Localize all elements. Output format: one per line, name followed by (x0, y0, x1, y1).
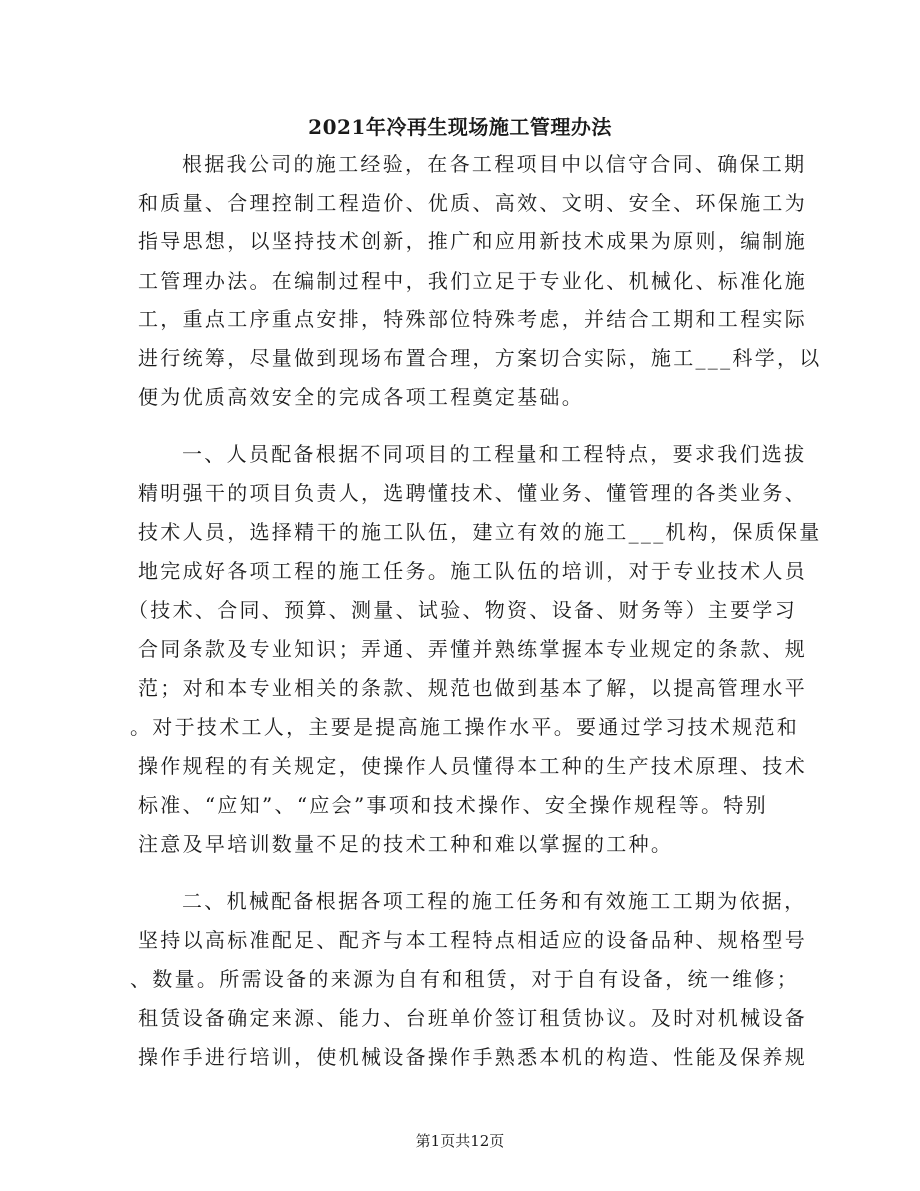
body-line: （技术、合同、预算、测量、试验、物资、设备、财务等）主要学习 (128, 598, 797, 622)
body-line: 根据我公司的施工经验，在各工程项目中以信守合同、确保工期 (182, 152, 807, 176)
body-line: 便为优质高效安全的完成各项工程奠定基础。 (138, 385, 584, 409)
body-line: 一、人员配备根据不同项目的工程量和工程特点，要求我们选拔 (182, 442, 807, 466)
body-line: 指导思想，以坚持技术创新，推广和应用新技术成果为原则，编制施 (138, 229, 807, 253)
document-title: 2021年冷再生现场施工管理办法 (308, 115, 612, 139)
body-line: 标准、“应知”、“应会”事项和技术操作、安全操作规程等。特别 (138, 793, 768, 817)
body-line: 租赁设备确定来源、能力、台班单价签订租赁协议。及时对机械设备 (138, 1006, 807, 1030)
body-line: 和质量、合理控制工程造价、优质、高效、文明、安全、环保施工为 (138, 191, 807, 215)
body-line: 二、机械配备根据各项工程的施工任务和有效施工工期为依据， (182, 889, 807, 913)
body-line: 坚持以高标准配足、配齐与本工程特点相适应的设备品种、规格型号 (138, 928, 807, 952)
body-line: 地完成好各项工程的施工任务。施工队伍的培训，对于专业技术人员 (138, 559, 807, 583)
body-line: 工，重点工序重点安排，特殊部位特殊考虑，并结合工期和工程实际 (138, 307, 807, 331)
body-line: 操作规程的有关规定，使操作人员懂得本工种的生产技术原理、技术 (138, 754, 807, 778)
body-line: 操作手进行培训，使机械设备操作手熟悉本机的构造、性能及保养规 (138, 1045, 807, 1069)
body-line: 。对于技术工人，主要是提高施工操作水平。要通过学习技术规范和 (130, 715, 799, 739)
body-line: 、数量。所需设备的来源为自有和租赁，对于自有设备，统一维修； (130, 967, 799, 991)
body-line: 注意及早培训数量不足的技术工种和难以掌握的工种。 (138, 832, 674, 856)
body-line: 精明强干的项目负责人，选聘懂技术、懂业务、懂管理的各类业务、 (138, 481, 807, 505)
page-footer: 第1页共12页 (415, 1132, 505, 1150)
body-line: 进行统筹，尽量做到现场布置合理，方案切合实际，施工___科学，以 (138, 346, 822, 370)
body-line: 范；对和本专业相关的条款、规范也做到基本了解，以提高管理水平 (138, 676, 807, 700)
body-line: 工管理办法。在编制过程中，我们立足于专业化、机械化、标准化施 (138, 269, 807, 293)
body-line: 合同条款及专业知识；弄通、弄懂并熟练掌握本专业规定的条款、规 (138, 637, 807, 661)
body-line: 技术人员，选择精干的施工队伍，建立有效的施工___机构，保质保量 (138, 520, 822, 544)
